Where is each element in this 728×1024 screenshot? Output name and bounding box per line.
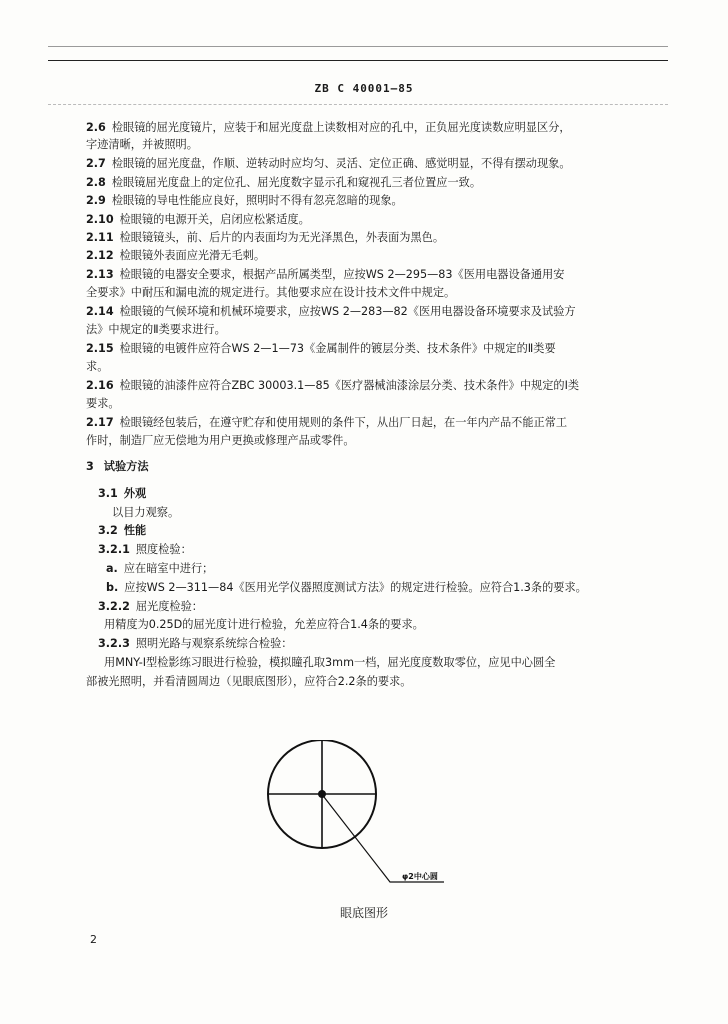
- item-2-6-cont: 字迹清晰，并被照明。: [86, 138, 198, 151]
- section-3-2: 3.2 性能: [98, 524, 147, 537]
- page-number: 2: [90, 933, 97, 946]
- item-2-12: 2.12 检眼镜外表面应光滑无毛刺。: [86, 249, 266, 262]
- section-3-2-1-b: b. 应按WS 2—311—84《医用光学仪器照度测试方法》的规定进行检验。应符合1.3条的要求。: [106, 581, 587, 594]
- item-2-13: 2.13 检眼镜的电器安全要求，根据产品所属类型，应按WS 2—295—83《医用电器设备通用安: [86, 268, 565, 281]
- center-circle: [318, 790, 326, 798]
- section-3-2-1-a: a. 应在暗室中进行；: [106, 562, 214, 575]
- figure-caption: 眼底图形: [339, 906, 388, 920]
- item-2-15-cont: 求。: [86, 360, 109, 373]
- center-circle-label: φ2中心圆: [402, 872, 438, 881]
- item-2-14-cont: 法》中规定的Ⅱ类要求进行。: [86, 323, 226, 336]
- section-3-2-3-text-cont: 部被光照明，并看清圆周边（见眼底图形），应符合2.2条的要求。: [86, 675, 412, 688]
- section-3-1-text: 以目力观察。: [112, 506, 180, 519]
- item-2-8: 2.8 检眼镜屈光度盘上的定位孔、屈光度数字显示孔和窥视孔三者位置应一致。: [86, 176, 482, 189]
- section-3-2-1: 3.2.1 照度检验：: [98, 543, 192, 556]
- section-3-2-2-text: 用精度为0.25D的屈光度计进行检验，允差应符合1.4条的要求。: [104, 618, 424, 631]
- section-3-1: 3.1 外观: [98, 487, 147, 500]
- item-2-7: 2.7 检眼镜的屈光度盘，作顺、逆转动时应均匀、灵活、定位正确、感觉明显，不得有摆动现象。: [86, 157, 571, 170]
- section-3-2-2: 3.2.2 屈光度检验：: [98, 600, 203, 613]
- top-rule: [48, 46, 668, 47]
- item-2-16: 2.16 检眼镜的油漆件应符合ZBC 30003.1—85《医疗器械油漆涂层分类、技术条件》中规定的Ⅰ类: [86, 379, 580, 392]
- item-2-17: 2.17 检眼镜经包装后，在遵守贮存和使用规则的条件下，从出厂日起，在一年内产品不能正常工: [86, 416, 568, 429]
- leader-line: [324, 797, 444, 882]
- section-3-2-3-text: 用MNY-Ⅰ型检影练习眼进行检验，模拟瞳孔取3mm一档，屈光度度数取零位，应见中心圆全: [104, 656, 556, 669]
- item-2-17-cont: 作时，制造厂应无偿地为用户更换或修理产品或零件。: [86, 434, 355, 447]
- item-2-14: 2.14 检眼镜的气候环境和机械环境要求，应按WS 2—283—82《医用电器设备环境要求及试验方: [86, 305, 576, 318]
- section-3-2-3: 3.2.3 照明光路与观察系统综合检验：: [98, 637, 293, 650]
- fundus-diagram: [230, 740, 470, 900]
- item-2-10: 2.10 检眼镜的电源开关，启闭应松紧适度。: [86, 213, 310, 226]
- header-rule: [48, 60, 668, 61]
- section-heading: 3 试验方法: [86, 460, 149, 473]
- item-2-16-cont: 要求。: [86, 397, 120, 410]
- item-2-15: 2.15 检眼镜的电镀件应符合WS 2—1—73《金属制件的镀层分类、技术条件》中规定的Ⅱ类要: [86, 342, 556, 355]
- standard-code: ZB C 40001—85: [314, 82, 414, 95]
- item-2-9: 2.9 检眼镜的导电性能应良好，照明时不得有忽亮忽暗的现象。: [86, 194, 403, 207]
- header-underline: [48, 104, 668, 105]
- item-2-11: 2.11 检眼镜镜头，前、后片的内表面均为无光泽黑色，外表面为黑色。: [86, 231, 445, 244]
- item-2-13-cont: 全要求》中耐压和漏电流的规定进行。其他要求应在设计技术文件中规定。: [86, 286, 456, 299]
- item-2-6: 2.6 检眼镜的屈光度镜片，应装于和屈光度盘上读数相对应的孔中，正负屈光度读数应明显区分，: [86, 121, 571, 134]
